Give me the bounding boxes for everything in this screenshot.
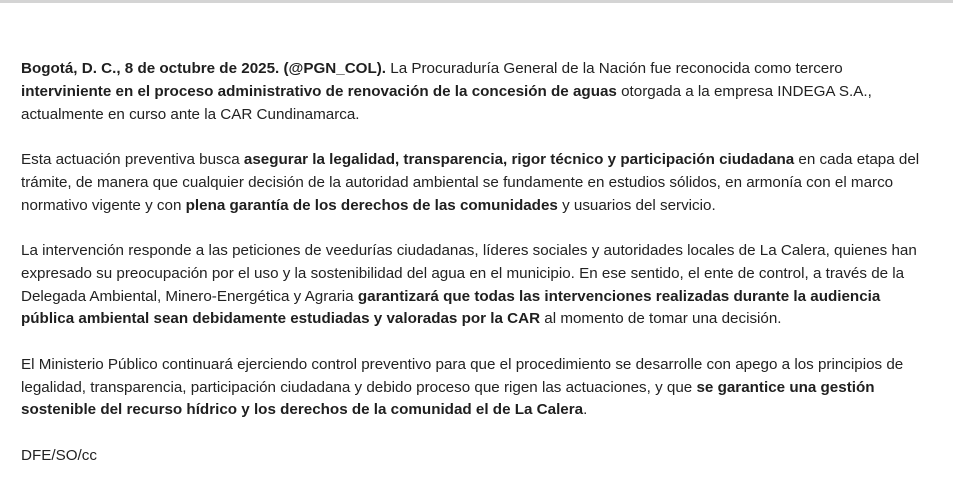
paragraph-1 bbox=[21, 58, 936, 126]
top-divider bbox=[0, 0, 953, 3]
paragraph-1-text-2: otorgada a la empresa INDEGA S.A., actualmente en curso ante la CAR Cundinamarca. bbox=[21, 82, 872, 123]
signature: DFE/SO/cc bbox=[21, 446, 97, 464]
paragraph-3-text-1: La intervención responde a las peticiones de veedurías ciudadanas, líderes sociales y autoridades locales de La Calera, quienes han expresado su preocupación por el uso y la sostenibilidad del agua en el municipio. En ese sentido, el ente de control, a través de la Delegada Ambiental, Minero-Energética y Agraria bbox=[21, 241, 917, 305]
paragraph-2-text-3: y usuarios del servicio. bbox=[557, 196, 716, 214]
paragraph-2-bold-2: plena garantía de los derechos de las comunidades bbox=[185, 196, 558, 214]
paragraph-4-text-1: El Ministerio Público continuará ejerciendo control preventivo para que el procedimiento se desarrolle con apego a los principios de legalidad, transparencia, participación ciudadana y debido proceso que rigen las actuaciones, y que bbox=[21, 355, 904, 396]
paragraph-4-text-2: . bbox=[583, 401, 588, 419]
paragraph-4-bold-1: se garantice una gestión sostenible del recurso hídrico y los derechos de la comunidad el de La Calera bbox=[21, 378, 875, 419]
paragraph-3-bold-1: garantizará que todas las intervenciones realizadas durante la audiencia pública ambiental sean debidamente estudiadas y valoradas por la CAR bbox=[21, 287, 881, 328]
press-release-body bbox=[21, 58, 936, 485]
paragraph-2-bold-1: asegurar la legalidad, transparencia, rigor técnico y participación ciudadana bbox=[243, 150, 795, 168]
paragraph-2 bbox=[21, 149, 936, 217]
paragraph-4 bbox=[21, 354, 936, 422]
paragraph-1-bold-1: interviniente en el proceso administrativo de renovación de la concesión de aguas bbox=[21, 82, 617, 100]
dateline: Bogotá, D. C., 8 de octubre de 2025. (@PGN_COL). bbox=[21, 60, 387, 77]
paragraph-3-text-2: al momento de tomar una decisión. bbox=[540, 310, 782, 328]
paragraph-3 bbox=[21, 240, 936, 331]
paragraph-2-text-1: Esta actuación preventiva busca bbox=[21, 150, 244, 168]
paragraph-1-text-1: La Procuraduría General de la Nación fue reconocida como tercero bbox=[386, 60, 843, 77]
paragraph-2-text-2: en cada etapa del trámite, de manera que cualquier decisión de la autoridad ambiental se fundamente en estudios sólidos, en armonía con el marco normativo vigente y con bbox=[21, 150, 920, 214]
